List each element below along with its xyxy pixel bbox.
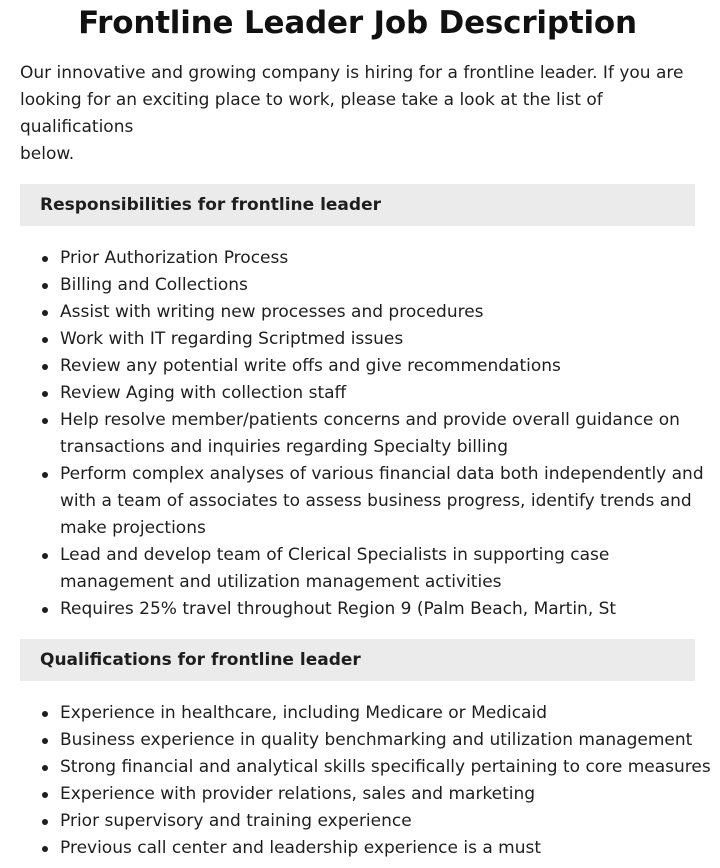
qualification-item — [20, 835, 695, 862]
qualification-item — [20, 781, 695, 808]
qualifications-list — [20, 700, 711, 862]
intro-paragraph — [20, 60, 700, 168]
responsibility-item — [20, 407, 695, 461]
responsibility-item-text: Review Aging with collection staff — [60, 383, 347, 403]
responsibility-item-text: management and utilization management activities — [60, 572, 502, 592]
responsibility-item — [20, 245, 695, 272]
responsibility-item — [20, 380, 695, 407]
page-title: Frontline Leader Job Description — [78, 5, 637, 41]
qualification-item-text: Strong financial and analytical skills specifically pertaining to core measures — [60, 757, 711, 777]
responsibility-item-text: Billing and Collections — [60, 275, 248, 295]
responsibilities-heading: Responsibilities for frontline leader — [20, 184, 695, 226]
qualification-item-text: Prior supervisory and training experience — [60, 811, 412, 831]
responsibility-item — [20, 542, 695, 596]
responsibility-item-text: Prior Authorization Process — [60, 248, 289, 268]
responsibility-item-text: Assist with writing new processes and procedures — [60, 302, 484, 322]
intro-line: Our innovative and growing company is hiring for a frontline leader. If you are — [20, 63, 684, 83]
responsibilities-list — [20, 245, 704, 623]
intro-line: looking for an exciting place to work, please take a look at the list of qualifications — [20, 90, 603, 137]
responsibility-item — [20, 461, 704, 542]
intro-line: below. — [20, 144, 75, 164]
qualification-item-text: Previous call center and leadership experience is a must — [60, 838, 542, 858]
qualification-item-text: Experience in healthcare, including Medicare or Medicaid — [60, 703, 547, 723]
responsibility-item — [20, 272, 695, 299]
qualification-item — [20, 808, 695, 835]
responsibility-item — [20, 353, 695, 380]
responsibility-item-text: Help resolve member/patients concerns and provide overall guidance on — [60, 410, 680, 430]
qualification-item — [20, 754, 711, 781]
responsibility-item-text: Requires 25% travel throughout Region 9 (Palm Beach, Martin, St — [60, 599, 617, 619]
responsibility-item-text: with a team of associates to assess business progress, identify trends and — [60, 491, 692, 511]
qualifications-heading: Qualifications for frontline leader — [20, 639, 695, 681]
qualification-item-text: Experience with provider relations, sales and marketing — [60, 784, 536, 804]
responsibility-item-text: Lead and develop team of Clerical Specialists in supporting case — [60, 545, 610, 565]
responsibility-item — [20, 299, 695, 326]
qualification-item-text: Business experience in quality benchmarking and utilization management — [60, 730, 693, 750]
responsibility-item-text: transactions and inquiries regarding Specialty billing — [60, 437, 508, 457]
responsibility-item — [20, 326, 695, 353]
qualification-item — [20, 727, 695, 754]
responsibility-item-text: make projections — [60, 518, 206, 538]
responsibility-item-text: Work with IT regarding Scriptmed issues — [60, 329, 404, 349]
responsibility-item-text: Review any potential write offs and give recommendations — [60, 356, 561, 376]
responsibility-item — [20, 596, 695, 623]
responsibility-item-text: Perform complex analyses of various financial data both independently and — [60, 464, 704, 484]
qualification-item — [20, 700, 695, 727]
